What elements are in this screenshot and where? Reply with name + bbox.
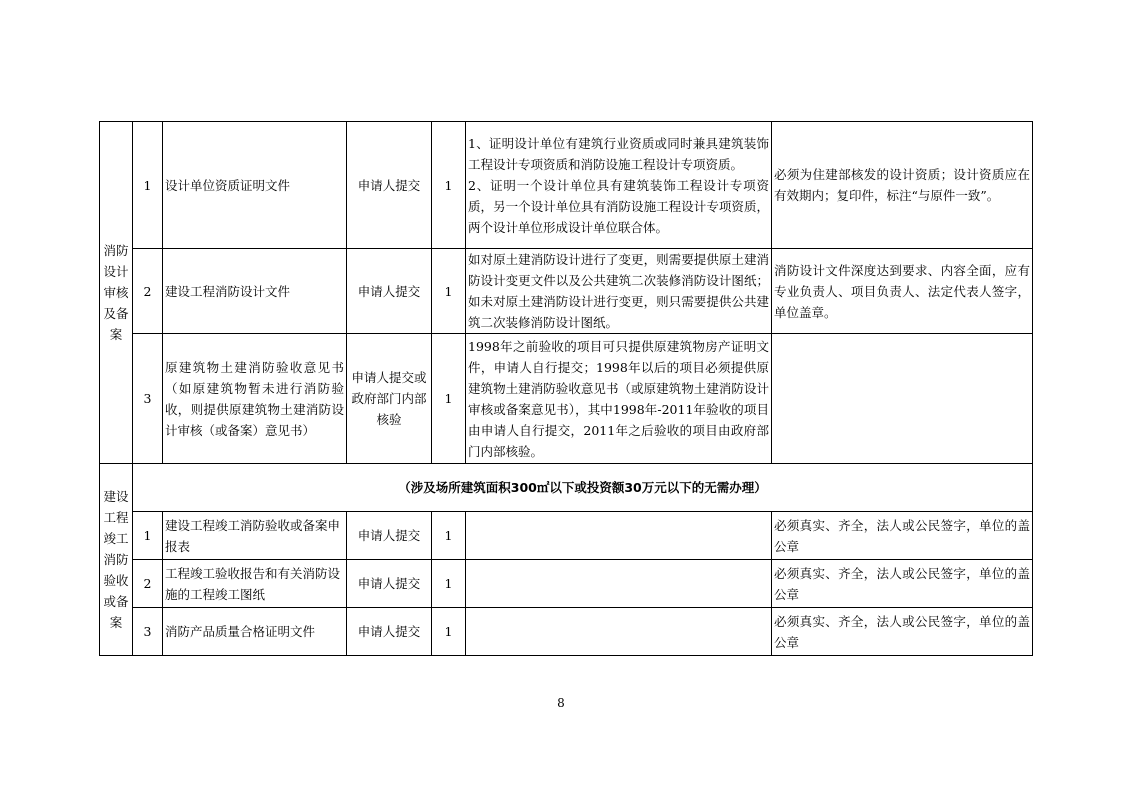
requirement-text	[772, 334, 1033, 464]
exemption-banner: （涉及场所建筑面积300㎡以下或投资额30万元以下的无需办理）	[133, 464, 1033, 512]
requirement-text: 必须真实、齐全，法人或公民签字，单位的盖公章	[772, 512, 1033, 560]
table-row	[100, 512, 1033, 560]
detail-text	[466, 512, 772, 560]
table-row	[100, 334, 1033, 464]
category-cell: 建设工程竣工消防验收或备案	[100, 464, 133, 656]
requirement-text: 消防设计文件深度达到要求、内容全面，应有专业负责人、项目负责人、法定代表人签字，单位盖章。	[772, 249, 1033, 334]
row-number: 3	[133, 334, 163, 464]
document-name: 设计单位资质证明文件	[163, 122, 347, 249]
document-name: 原建筑物土建消防验收意见书（如原建筑物暂未进行消防验收，则提供原建筑物土建消防设计审核（或备案）意见书）	[163, 334, 347, 464]
page-number: 8	[557, 696, 565, 710]
row-number: 3	[133, 608, 163, 656]
document-name: 建设工程消防设计文件	[163, 249, 347, 334]
table-row	[100, 249, 1033, 334]
detail-text: 如对原土建消防设计进行了变更，则需要提供原土建消防设计变更文件以及公共建筑二次装修消防设计图纸；如未对原土建消防设计进行变更，则只需要提供公共建筑二次装修消防设计图纸。	[466, 249, 772, 334]
row-number: 2	[133, 249, 163, 334]
copy-count: 1	[432, 560, 466, 608]
copy-count: 1	[432, 608, 466, 656]
copy-count: 1	[432, 249, 466, 334]
document-name: 消防产品质量合格证明文件	[163, 608, 347, 656]
copy-count: 1	[432, 334, 466, 464]
requirements-table	[99, 121, 1033, 656]
requirement-text: 必须为住建部核发的设计资质；设计资质应在有效期内；复印件，标注“与原件一致”。	[772, 122, 1033, 249]
table-row	[100, 464, 1033, 512]
table-row	[100, 560, 1033, 608]
document-name: 建设工程竣工消防验收或备案申报表	[163, 512, 347, 560]
requirement-text: 必须真实、齐全，法人或公民签字，单位的盖公章	[772, 608, 1033, 656]
row-number: 1	[133, 122, 163, 249]
detail-text	[466, 560, 772, 608]
row-number: 2	[133, 560, 163, 608]
submitter: 申请人提交或政府部门内部核验	[347, 334, 432, 464]
detail-text	[466, 608, 772, 656]
requirement-text: 必须真实、齐全，法人或公民签字，单位的盖公章	[772, 560, 1033, 608]
submitter: 申请人提交	[347, 249, 432, 334]
submitter: 申请人提交	[347, 512, 432, 560]
detail-text: 1998年之前验收的项目可只提供原建筑物房产证明文件，申请人自行提交；1998年以后的项目必须提供原建筑物土建消防验收意见书（或原建筑物土建消防设计审核或备案意见书），其中1998年-2011年验收的项目由申请人自行提交，2011年之后验收的项目由政府部门内部核验。	[466, 334, 772, 464]
document-name: 工程竣工验收报告和有关消防设施的工程竣工图纸	[163, 560, 347, 608]
table-row	[100, 608, 1033, 656]
row-number: 1	[133, 512, 163, 560]
submitter: 申请人提交	[347, 122, 432, 249]
copy-count: 1	[432, 512, 466, 560]
copy-count: 1	[432, 122, 466, 249]
category-cell: 消防设计审核及备案	[100, 122, 133, 464]
table-row	[100, 122, 1033, 249]
detail-text: 1、证明设计单位有建筑行业资质或同时兼具建筑装饰工程设计专项资质和消防设施工程设计专项资质。 2、证明一个设计单位具有建筑装饰工程设计专项资质，另一个设计单位具有消防设施工程设计专项资质，两个设计单位形成设计单位联合体。	[466, 122, 772, 249]
submitter: 申请人提交	[347, 560, 432, 608]
submitter: 申请人提交	[347, 608, 432, 656]
